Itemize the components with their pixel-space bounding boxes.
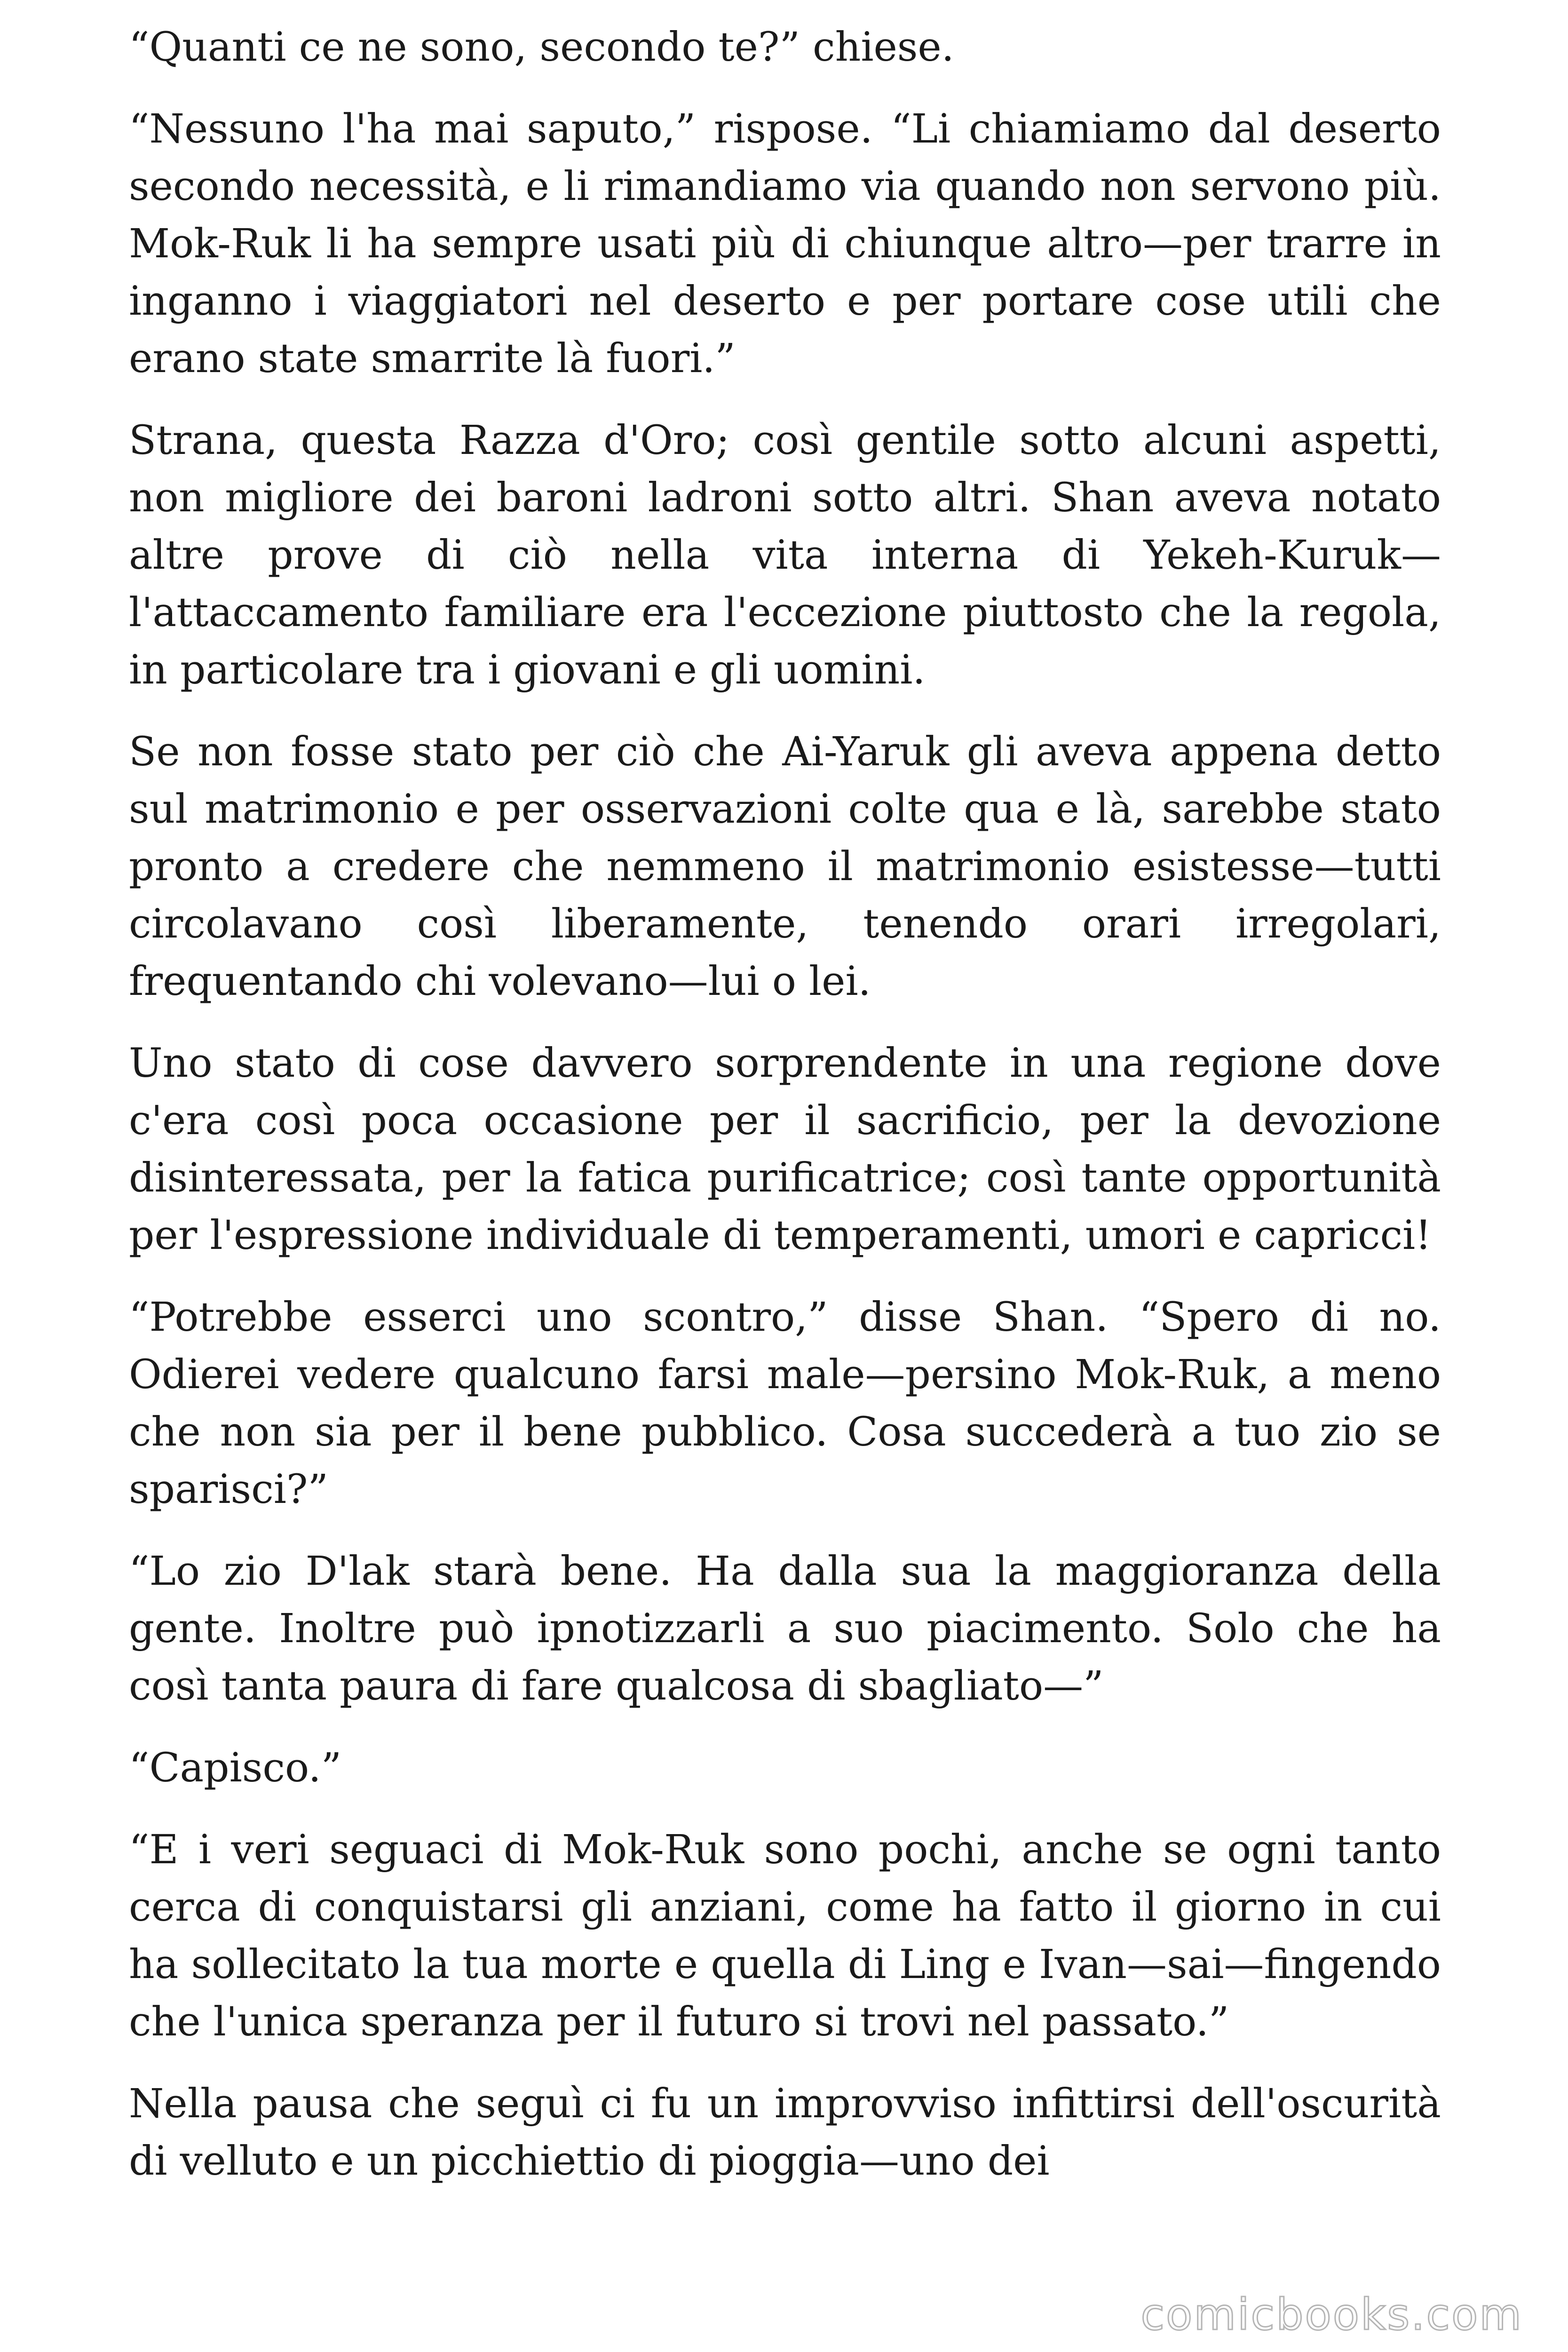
page-text — [129, 19, 1441, 2215]
paragraph-5: Uno stato di cose davvero sorprendente in una regione dove c'era così poca occasione per il sacrificio, per la devozione disinteressata, per la fatica purificatrice; così tante opportunità per l'espressione individuale di temperamenti, umori e capricci! — [129, 1040, 1441, 1259]
paragraph-3: Strana, questa Razza d'Oro; così gentile sotto alcuni aspetti, non migliore dei baroni ladroni sotto altri. Shan aveva notato altre prove di ciò nella vita interna di Yekeh-Kuruk—l'attaccamento familiare era l'eccezione piuttosto che la regola, in particolare tra i giovani e gli uomini. — [129, 417, 1441, 693]
paragraph-6: “Potrebbe esserci uno scontro,” disse Shan. “Spero di no. Odierei vedere qualcuno farsi male—persino Mok-Ruk, a meno che non sia per il bene pubblico. Cosa succederà a tuo zio se sparisci?” — [129, 1294, 1441, 1513]
watermark: comicbooks.com — [1140, 2289, 1523, 2340]
paragraph-10: Nella pausa che seguì ci fu un improvviso infittirsi dell'oscurità di velluto e un picchiettio di pioggia—uno dei — [129, 2081, 1441, 2185]
paragraph-8: “Capisco.” — [129, 1745, 342, 1791]
paragraph-9: “E i veri seguaci di Mok-Ruk sono pochi, anche se ogni tanto cerca di conquistarsi gli anziani, come ha fatto il giorno in cui ha sollecitato la tua morte e quella di Ling e Ivan—sai—fingendo che l'unica speranza per il futuro si trovi nel passato.” — [129, 1827, 1441, 2045]
paragraph-4: Se non fosse stato per ciò che Ai-Yaruk gli aveva appena detto sul matrimonio e per osservazioni colte qua e là, sarebbe stato pronto a credere che nemmeno il matrimonio esistesse—tutti circolavano così liberamente, tenendo orari irregolari, frequentando chi volevano—lui o lei. — [129, 729, 1441, 1005]
paragraph-2: “Nessuno l'ha mai saputo,” rispose. “Li chiamiamo dal deserto secondo necessità, e li rimandiamo via quando non servono più. Mok-Ruk li ha sempre usati più di chiunque altro—per trarre in inganno i viaggiatori nel deserto e per portare cose utili che erano state smarrite là fuori.” — [129, 106, 1441, 382]
paragraph-7: “Lo zio D'lak starà bene. Ha dalla sua la maggioranza della gente. Inoltre può ipnotizzarli a suo piacimento. Solo che ha così tanta paura di fare qualcosa di sbagliato—” — [129, 1548, 1441, 1709]
paragraph-1: “Quanti ce ne sono, secondo te?” chiese. — [129, 24, 954, 71]
